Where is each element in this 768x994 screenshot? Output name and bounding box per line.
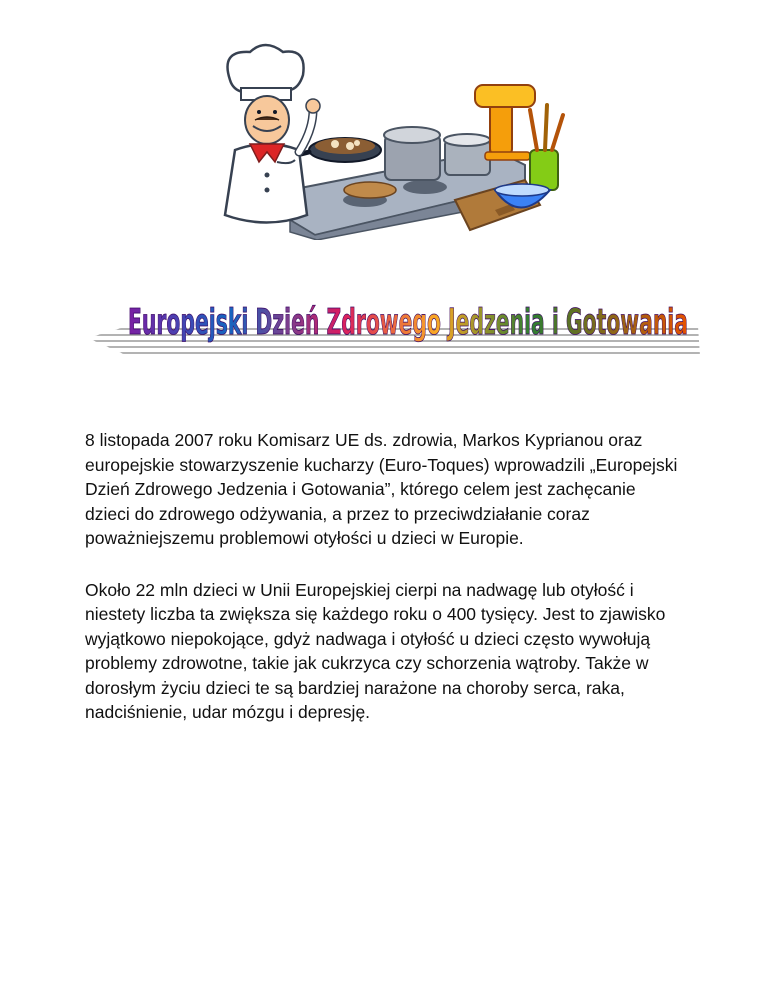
paragraph-statistics: Około 22 mln dzieci w Unii Europejskiej cierpi na nadwagę lub otyłość i niestety liczba ta zwiększa się każdego roku o 400 tysięcy. Jest to zjawisko wyjątkowo niepokojące, gdyż nadwaga i otyłość u dzieci często wywołują problemy zdrowotne, takie jak cukrzyca czy schorzenia wątroby. Także w dorosłym życiu dzieci te są bardziej narażone na choroby serca, raka, nadciśnienie, udar mózgu i depresję. bbox=[85, 579, 666, 722]
chef bbox=[225, 45, 320, 223]
utensil-jar bbox=[530, 105, 563, 190]
paragraph-intro: 8 listopada 2007 roku Komisarz UE ds. zdrowia, Markos Kyprianou oraz europejskie stowarzyszenie kucharzy (Euro-Toques) wprowadzili „Europejski Dzień Zdrowego Jedzenia i Gotowania”, którego celem jest zachęcanie dzieci do zdrowego odżywania, a przez to przeciwdziałanie coraz poważniejszemu problemowi otyłości u dzieci w Europie. bbox=[85, 430, 678, 548]
banner-title bbox=[88, 290, 708, 370]
chef-cooking-illustration bbox=[195, 40, 575, 240]
article-body bbox=[85, 428, 685, 725]
banner-title-text: Europejski Dzień Zdrowego Jedzenia i Gotowania bbox=[128, 302, 688, 343]
